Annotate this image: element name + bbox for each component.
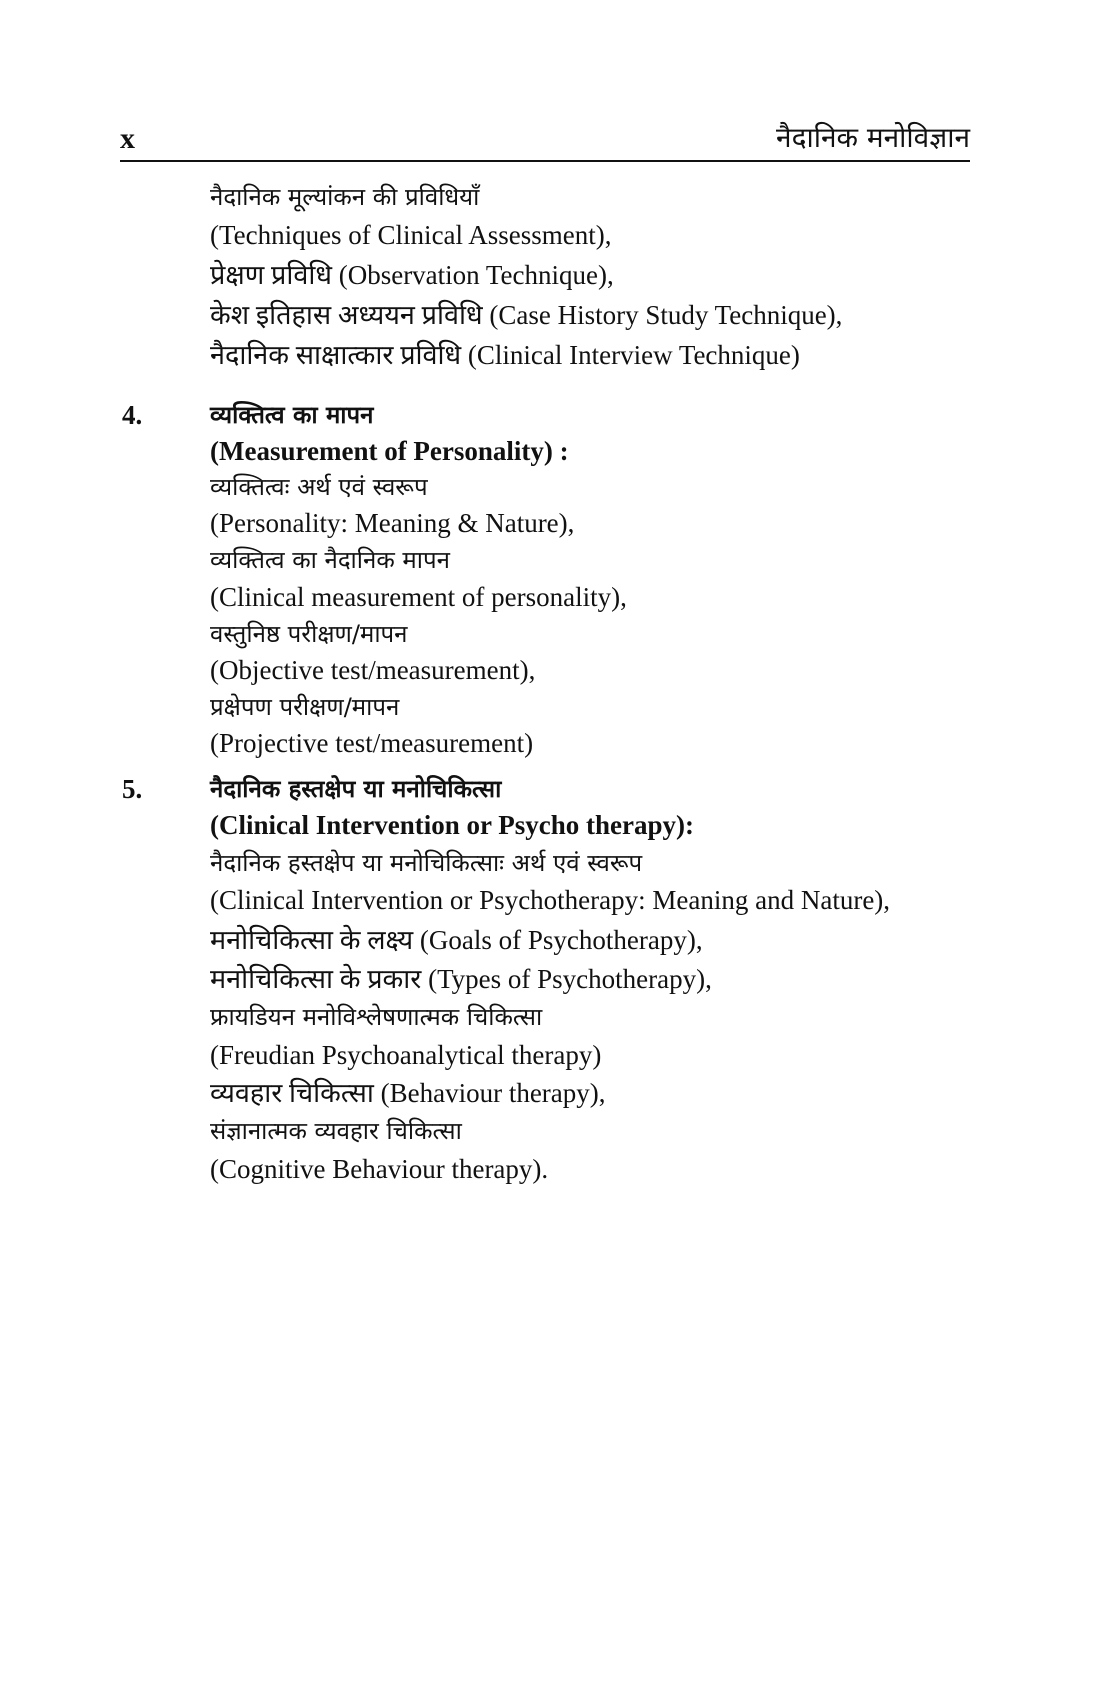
section-4-line: (Personality: Meaning & Nature),	[210, 508, 575, 538]
section-4-number: 4.	[122, 400, 143, 430]
section-4-line: प्रक्षेपण परीक्षण/मापन	[210, 693, 400, 721]
section-4-line: (Objective test/measurement),	[210, 655, 536, 685]
section-5-line: (Clinical Intervention or Psychotherapy: Meaning and Nature),	[210, 885, 891, 915]
section-5-line: व्यवहार चिकित्सा (Behaviour therapy),	[210, 1078, 606, 1108]
section-5-line: मनोचिकित्सा के प्रकार (Types of Psychotherapy),	[210, 964, 712, 994]
section-4-line: व्यक्तित्वः अर्थ एवं स्वरूप	[210, 473, 428, 501]
intro-line: नैदानिक साक्षात्कार प्रविधि (Clinical Interview Technique)	[210, 340, 800, 370]
intro-line: प्रेक्षण प्रविधि (Observation Technique),	[210, 260, 614, 290]
section-5-line: (Freudian Psychoanalytical therapy)	[210, 1040, 602, 1070]
section-5-title-english: (Clinical Intervention or Psycho therapy):	[210, 810, 694, 840]
section-4-line: वस्तुनिष्ठ परीक्षण/मापन	[210, 620, 408, 648]
section-4-title-hindi: व्यक्तित्व का मापन	[210, 401, 374, 429]
page-header	[120, 118, 970, 162]
running-title: नैदानिक मनोविज्ञान	[776, 121, 970, 154]
page-number: x	[120, 122, 135, 155]
section-5-line: संज्ञानात्मक व्यवहार चिकित्सा	[210, 1117, 462, 1145]
section-4-line: व्यक्तित्व का नैदानिक मापन	[210, 546, 450, 574]
section-5-title-hindi: नैदानिक हस्तक्षेप या मनोचिकित्सा	[210, 775, 502, 803]
section-4-line: (Projective test/measurement)	[210, 728, 534, 758]
intro-line: नैदानिक मूल्यांकन की प्रविधियाँ	[210, 183, 480, 211]
section-5-line: फ्रायडियन मनोविश्लेषणात्मक चिकित्सा	[210, 1003, 543, 1031]
section-5-line: नैदानिक हस्तक्षेप या मनोचिकित्साः अर्थ एवं स्वरूप	[210, 849, 643, 877]
section-4-line: (Clinical measurement of personality),	[210, 582, 627, 612]
intro-line: (Techniques of Clinical Assessment),	[210, 220, 612, 250]
intro-line: केश इतिहास अध्ययन प्रविधि (Case History Study Technique),	[210, 300, 843, 330]
section-4-title-english: (Measurement of Personality) :	[210, 436, 569, 466]
section-5-line: (Cognitive Behaviour therapy).	[210, 1154, 549, 1184]
section-5-line: मनोचिकित्सा के लक्ष्य (Goals of Psychotherapy),	[210, 925, 703, 955]
section-5-number: 5.	[122, 774, 143, 804]
